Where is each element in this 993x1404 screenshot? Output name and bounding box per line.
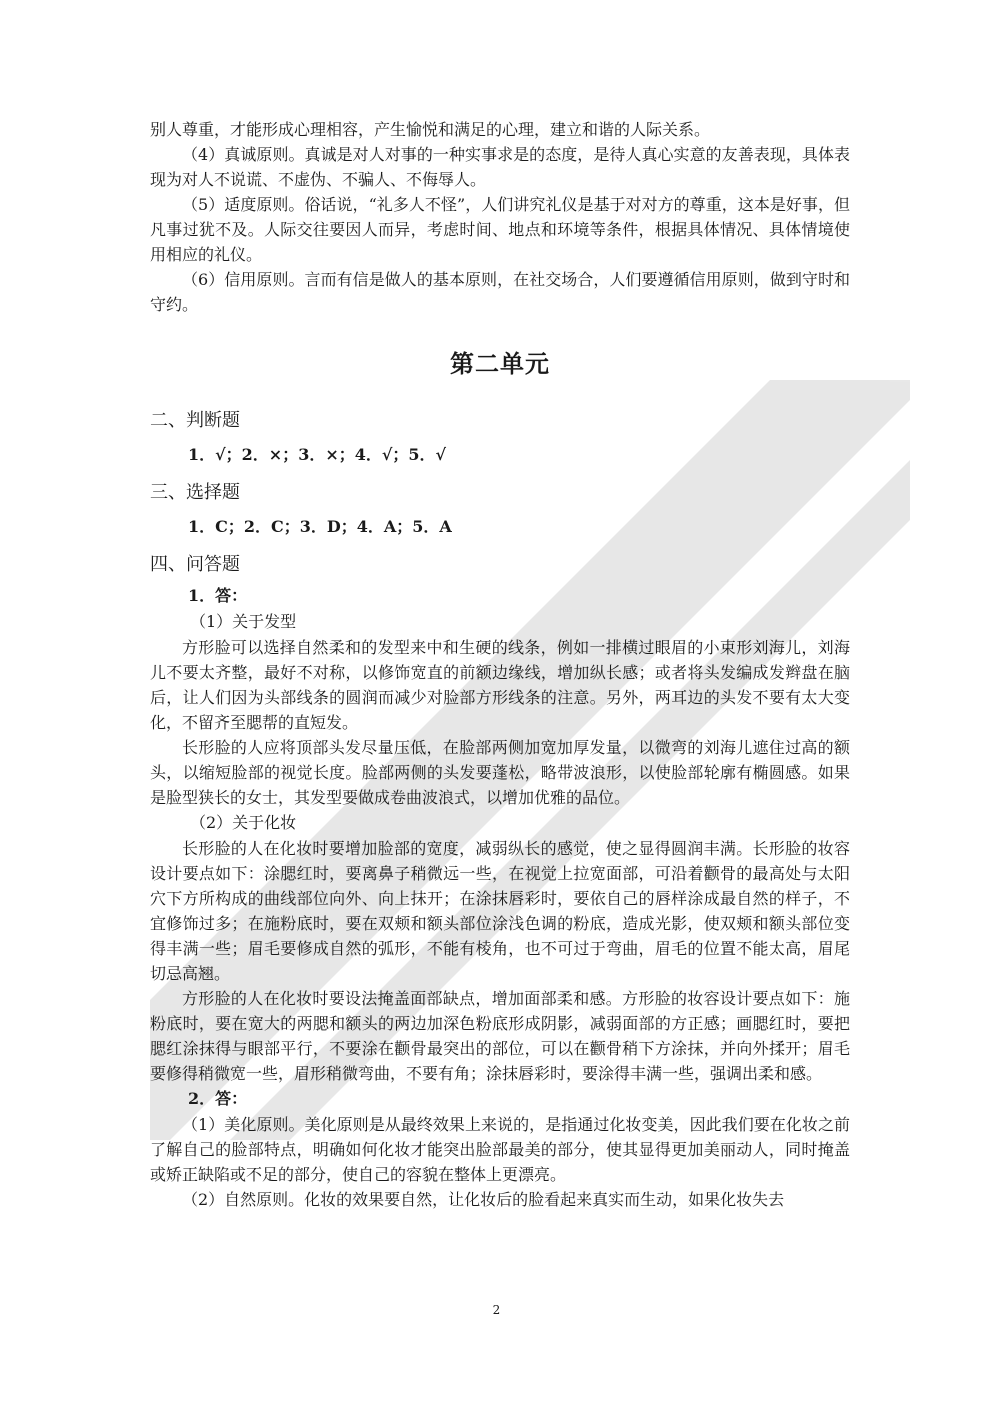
intro-paragraph-credit: （6）信用原则。言而有信是做人的基本原则，在社交场合，人们要遵循信用原则，做到守时和守约。	[150, 270, 850, 314]
intro-paragraph-honesty: （4）真诚原则。真诚是对人对事的一种实事求是的态度，是待人真心实意的友善表现，具体表现为对人不说谎、不虚伪、不骗人、不侮辱人。	[150, 145, 850, 189]
qa-2-paragraph-beautify: （1）美化原则。美化原则是从最终效果上来说的，是指通过化妆变美，因此我们要在化妆之前了解自己的脸部特点，明确如何化妆才能突出脸部最美的部分，使其显得更加美丽动人，同时掩盖或矫正缺陷或不足的部分，使自己的容貌在整体上更漂亮。	[150, 1115, 850, 1184]
qa-1-paragraph-square-face-hair: 方形脸可以选择自然柔和的发型来中和生硬的线条，例如一排横过眼眉的小束形刘海儿，刘海儿不要太齐整，最好不对称，以修饰宽直的前额边缘线，增加纵长感；或者将头发编成发辫盘在脑后，让人们因为头部线条的圆润而减少对脸部方形线条的注意。另外，两耳边的头发不要有太大变化，不留齐至腮帮的直短发。	[150, 638, 850, 732]
qa-1-paragraph-long-face-makeup: 长形脸的人在化妆时要增加脸部的宽度，减弱纵长的感觉，使之显得圆润丰满。长形脸的妆容设计要点如下：涂腮红时，要离鼻子稍微远一些，在视觉上拉宽面部，可沿着颧骨的最高处与太阳穴下方所构成的曲线部位向外、向上抹开；在涂抹唇彩时，要依自己的唇样涂成最自然的样子，不宜修饰过多；在施粉底时，要在双颊和额头部位涂浅色调的粉底，造成光影，使双颊和额头部位变得丰满一些；眉毛要修成自然的弧形，不能有棱角，也不可过于弯曲，眉毛的位置不能太高，眉尾切忌高翘。	[150, 839, 850, 983]
intro-paragraph-continued: 别人尊重，才能形成心理相容，产生愉悦和满足的心理，建立和谐的人际关系。	[150, 120, 711, 139]
qa-1-subheading-hair: （1）关于发型	[190, 612, 297, 631]
section-true-false-heading: 二、判断题	[150, 410, 240, 431]
qa-2-paragraph-natural: （2）自然原则。化妆的效果要自然，让化妆后的脸看起来真实而生动，如果化妆失去	[182, 1190, 785, 1209]
qa-1-paragraph-square-face-makeup: 方形脸的人在化妆时要设法掩盖面部缺点，增加面部柔和感。方形脸的妆容设计要点如下：施粉底时，要在宽大的两腮和额头的两边加深色粉底形成阴影，减弱面部的方正感；画腮红时，要把腮红涂抹得与眼部平行，不要涂在颧骨最突出的部位，可以在颧骨稍下方涂抹，并向外揉开；眉毛要修得稍微宽一些，眉形稍微弯曲，不要有角；涂抹唇彩时，要涂得丰满一些，强调出柔和感。	[150, 989, 850, 1083]
section-qa-heading: 四、问答题	[150, 554, 240, 575]
qa-1-label: 1．答：	[188, 586, 248, 605]
qa-1-subheading-makeup: （2）关于化妆	[190, 813, 297, 832]
page-number: 2	[492, 1303, 501, 1317]
qa-2-label: 2．答：	[188, 1089, 248, 1108]
section-choice-heading: 三、选择题	[150, 482, 240, 503]
section-true-false-answers: 1．√；2．×；3．×；4．√；5．√	[188, 445, 447, 464]
intro-paragraph-moderation: （5）适度原则。俗话说，“礼多人不怪”，人们讲究礼仪是基于对对方的尊重，这本是好事，但凡事过犹不及。人际交往要因人而异，考虑时间、地点和环境等条件，根据具体情况、具体情境使用相应的礼仪。	[150, 195, 850, 264]
page-content	[150, 117, 850, 1212]
unit-title: 第二单元	[450, 350, 550, 378]
section-choice-answers: 1．C；2．C；3．D；4．A；5．A	[188, 517, 452, 536]
qa-1-paragraph-long-face-hair: 长形脸的人应将顶部头发尽量压低，在脸部两侧加宽加厚发量，以微弯的刘海儿遮住过高的额头，以缩短脸部的视觉长度。脸部两侧的头发要蓬松，略带波浪形，以使脸部轮廓有椭圆感。如果是脸型狭长的女士，其发型要做成卷曲波浪式，以增加优雅的品位。	[150, 738, 850, 807]
